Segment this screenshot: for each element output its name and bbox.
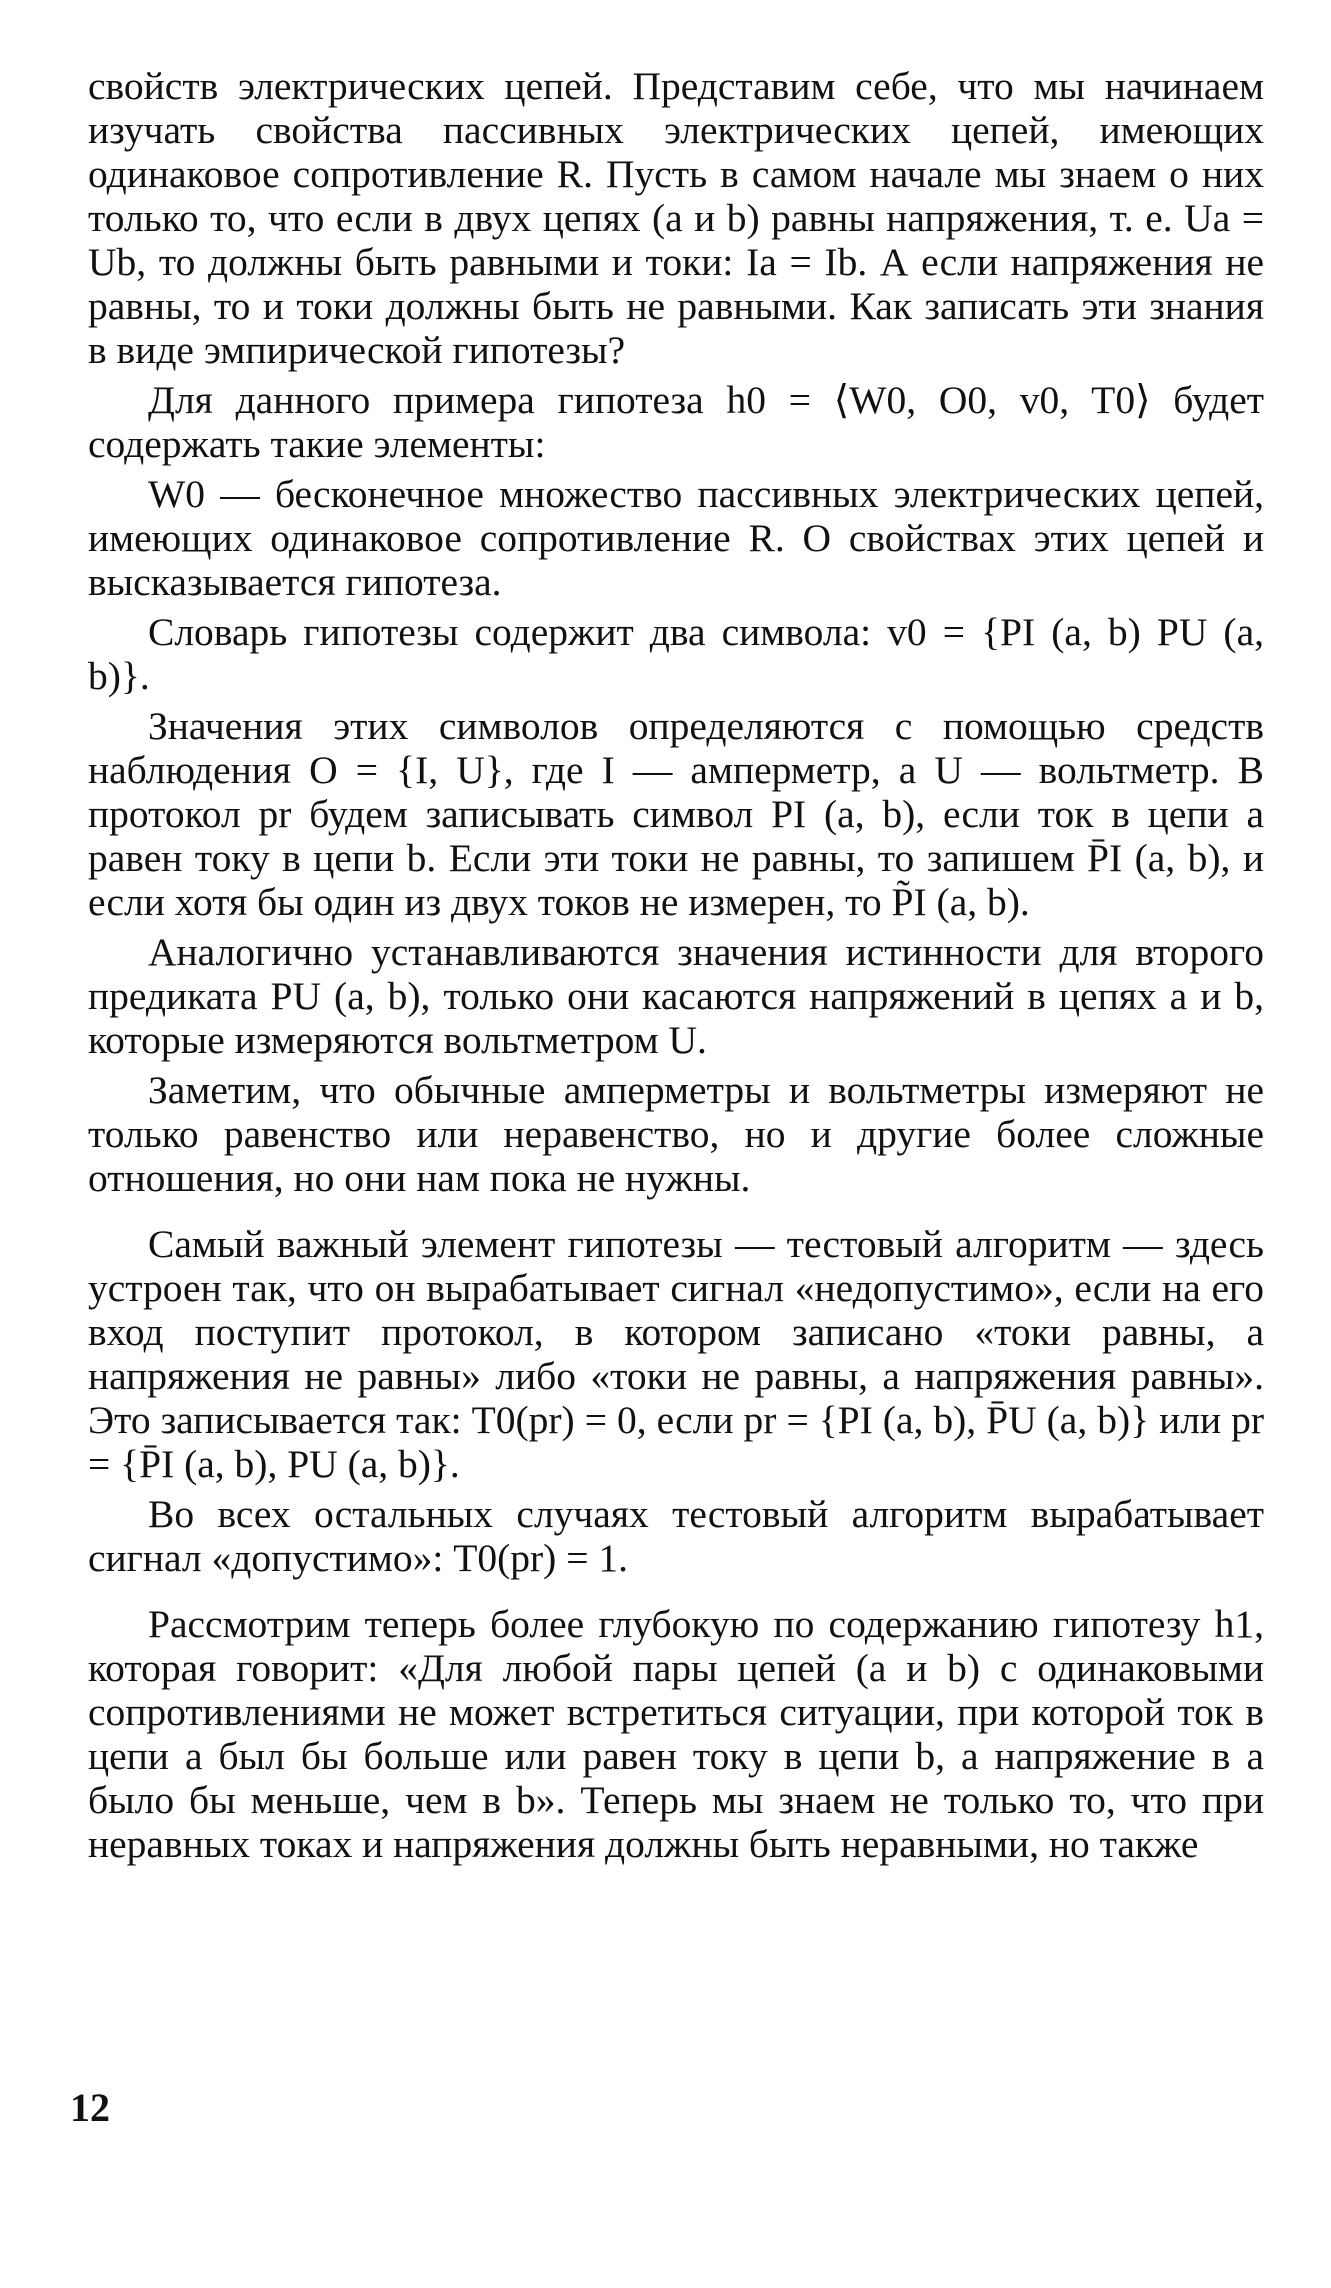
page-text [88, 64, 1264, 1872]
page-number: 12 [70, 2085, 110, 2130]
paragraph-1: свойств электрических цепей. Представим себе, что мы начинаем изучать свойства пассивных электрических цепей, имеющих одинаковое сопротивление R. Пусть в самом начале мы знаем о них только то, что если в двух цепях (a и b) равны напряжения, т. е. Ua = Ub, то должны быть равными и токи: Ia = Ib. А если напряжения не равны, то и токи должны быть не равными. Как записать эти знания в виде эмпирической гипотезы? [88, 64, 1264, 372]
paragraph-9: Во всех остальных случаях тестовый алгоритм вырабатывает сигнал «допустимо»: T0(pr) = 1. [88, 1492, 1264, 1580]
paragraph-3: W0 — бесконечное множество пассивных электрических цепей, имеющих одинаковое сопротивление R. О свойствах этих цепей и высказывается гипотеза. [88, 472, 1264, 604]
paragraph-2: Для данного примера гипотеза h0 = ⟨W0, O0, v0, T0⟩ будет содержать такие элементы: [88, 378, 1264, 466]
paragraph-5: Значения этих символов определяются с помощью средств наблюдения O = {I, U}, где I — амперметр, а U — вольтметр. В протокол pr будем записывать символ PI (a, b), если ток в цепи a равен току в цепи b. Если эти токи не равны, то запишем P̄I (a, b), и если хотя бы один из двух токов не измерен, то P̃I (a, b). [88, 704, 1264, 924]
paragraph-10: Рассмотрим теперь более глубокую по содержанию гипотезу h1, которая говорит: «Для любой пары цепей (a и b) с одинаковыми сопротивлениями не может встретиться ситуации, при которой ток в цепи a был бы больше или равен току в цепи b, а напряжение в a было бы меньше, чем в b». Теперь мы знаем не только то, что при неравных токах и напряжения должны быть неравными, но также [88, 1602, 1264, 1866]
paragraph-7: Заметим, что обычные амперметры и вольтметры измеряют не только равенство или неравенство, но и другие более сложные отношения, но они нам пока не нужны. [88, 1068, 1264, 1200]
paragraph-8: Самый важный элемент гипотезы — тестовый алгоритм — здесь устроен так, что он вырабатывает сигнал «недопустимо», если на его вход поступит протокол, в котором записано «токи равны, а напряжения не равны» либо «токи не равны, а напряжения равны». Это записывается так: T0(pr) = 0, если pr = {PI (a, b), P̄U (a, b)} или pr = {P̄I (a, b), PU (a, b)}. [88, 1222, 1264, 1486]
paragraph-4: Словарь гипотезы содержит два символа: v0 = {PI (a, b) PU (a, b)}. [88, 610, 1264, 698]
paragraph-6: Аналогично устанавливаются значения истинности для второго предиката PU (a, b), только они касаются напряжений в цепях a и b, которые измеряются вольтметром U. [88, 930, 1264, 1062]
